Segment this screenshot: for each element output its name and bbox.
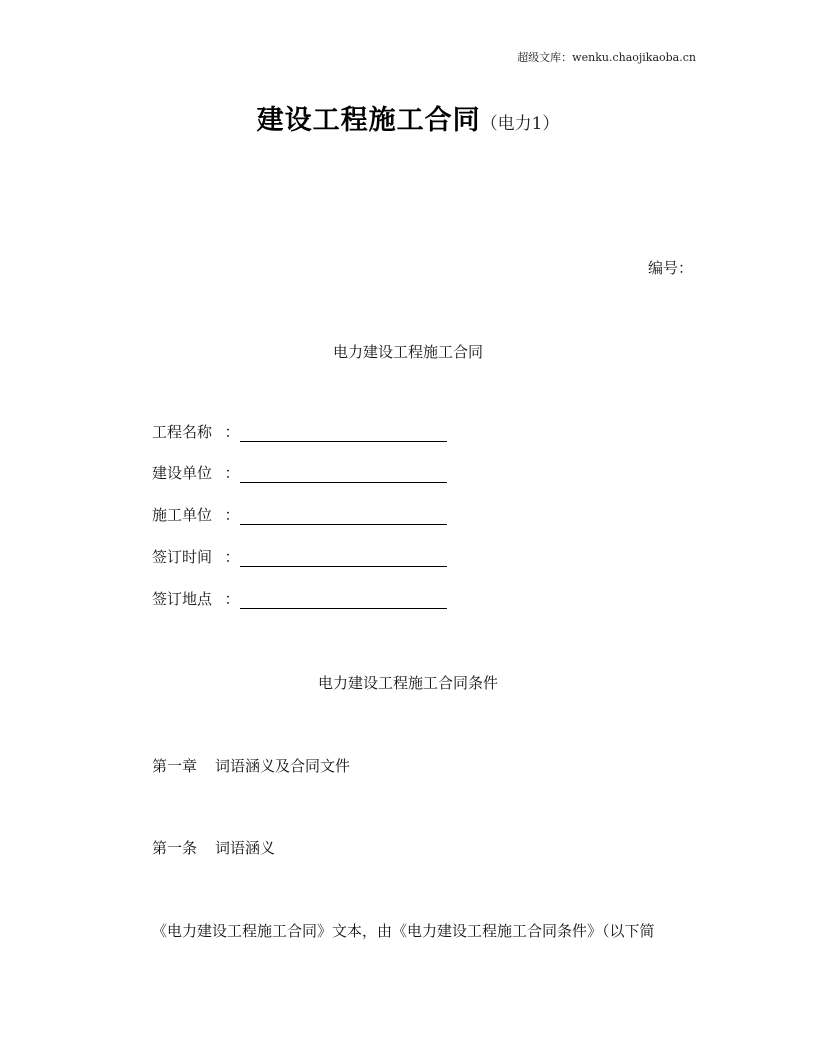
- field-colon: ：: [224, 506, 240, 524]
- field-signing-date: [152, 547, 447, 567]
- body-paragraph: 《电力建设工程施工合同》文本，由《电力建设工程施工合同条件》（以下简: [152, 922, 655, 940]
- field-label: 工程名称: [152, 423, 213, 441]
- field-colon: ：: [224, 548, 240, 566]
- conditions-heading: 电力建设工程施工合同条件: [317, 674, 498, 692]
- title-main: 建设工程施工合同: [256, 105, 481, 136]
- field-colon: ：: [224, 423, 240, 441]
- signing-date-blank[interactable]: [240, 548, 447, 567]
- contract-heading: 电力建设工程施工合同: [332, 343, 483, 361]
- field-label: 建设单位: [152, 464, 213, 482]
- chapter-heading: [152, 755, 350, 776]
- article-number: 第一条: [152, 839, 198, 857]
- signing-place-blank[interactable]: [240, 590, 447, 609]
- field-signing-place: [152, 589, 447, 609]
- field-label: 签订地点: [152, 590, 213, 608]
- field-project-name: [152, 422, 447, 442]
- field-colon: ：: [224, 590, 240, 608]
- contractor-unit-blank[interactable]: [240, 506, 447, 525]
- article-title: 词语涵义: [215, 839, 276, 857]
- project-name-blank[interactable]: [240, 423, 447, 442]
- field-label: 施工单位: [152, 506, 213, 524]
- title-sub: （电力1）: [480, 114, 560, 134]
- header-site-link[interactable]: 超级文库：wenku.chaojikaoba.cn: [517, 51, 696, 64]
- article-heading: [152, 837, 275, 858]
- chapter-number: 第一章: [152, 757, 198, 775]
- field-owner-unit: [152, 463, 447, 483]
- contract-number-label: 编号：: [648, 259, 694, 277]
- field-label: 签订时间: [152, 548, 213, 566]
- field-contractor-unit: [152, 505, 447, 525]
- chapter-title: 词语涵义及合同文件: [215, 757, 351, 775]
- field-colon: ：: [224, 464, 240, 482]
- document-title: [0, 98, 816, 137]
- owner-unit-blank[interactable]: [240, 464, 447, 483]
